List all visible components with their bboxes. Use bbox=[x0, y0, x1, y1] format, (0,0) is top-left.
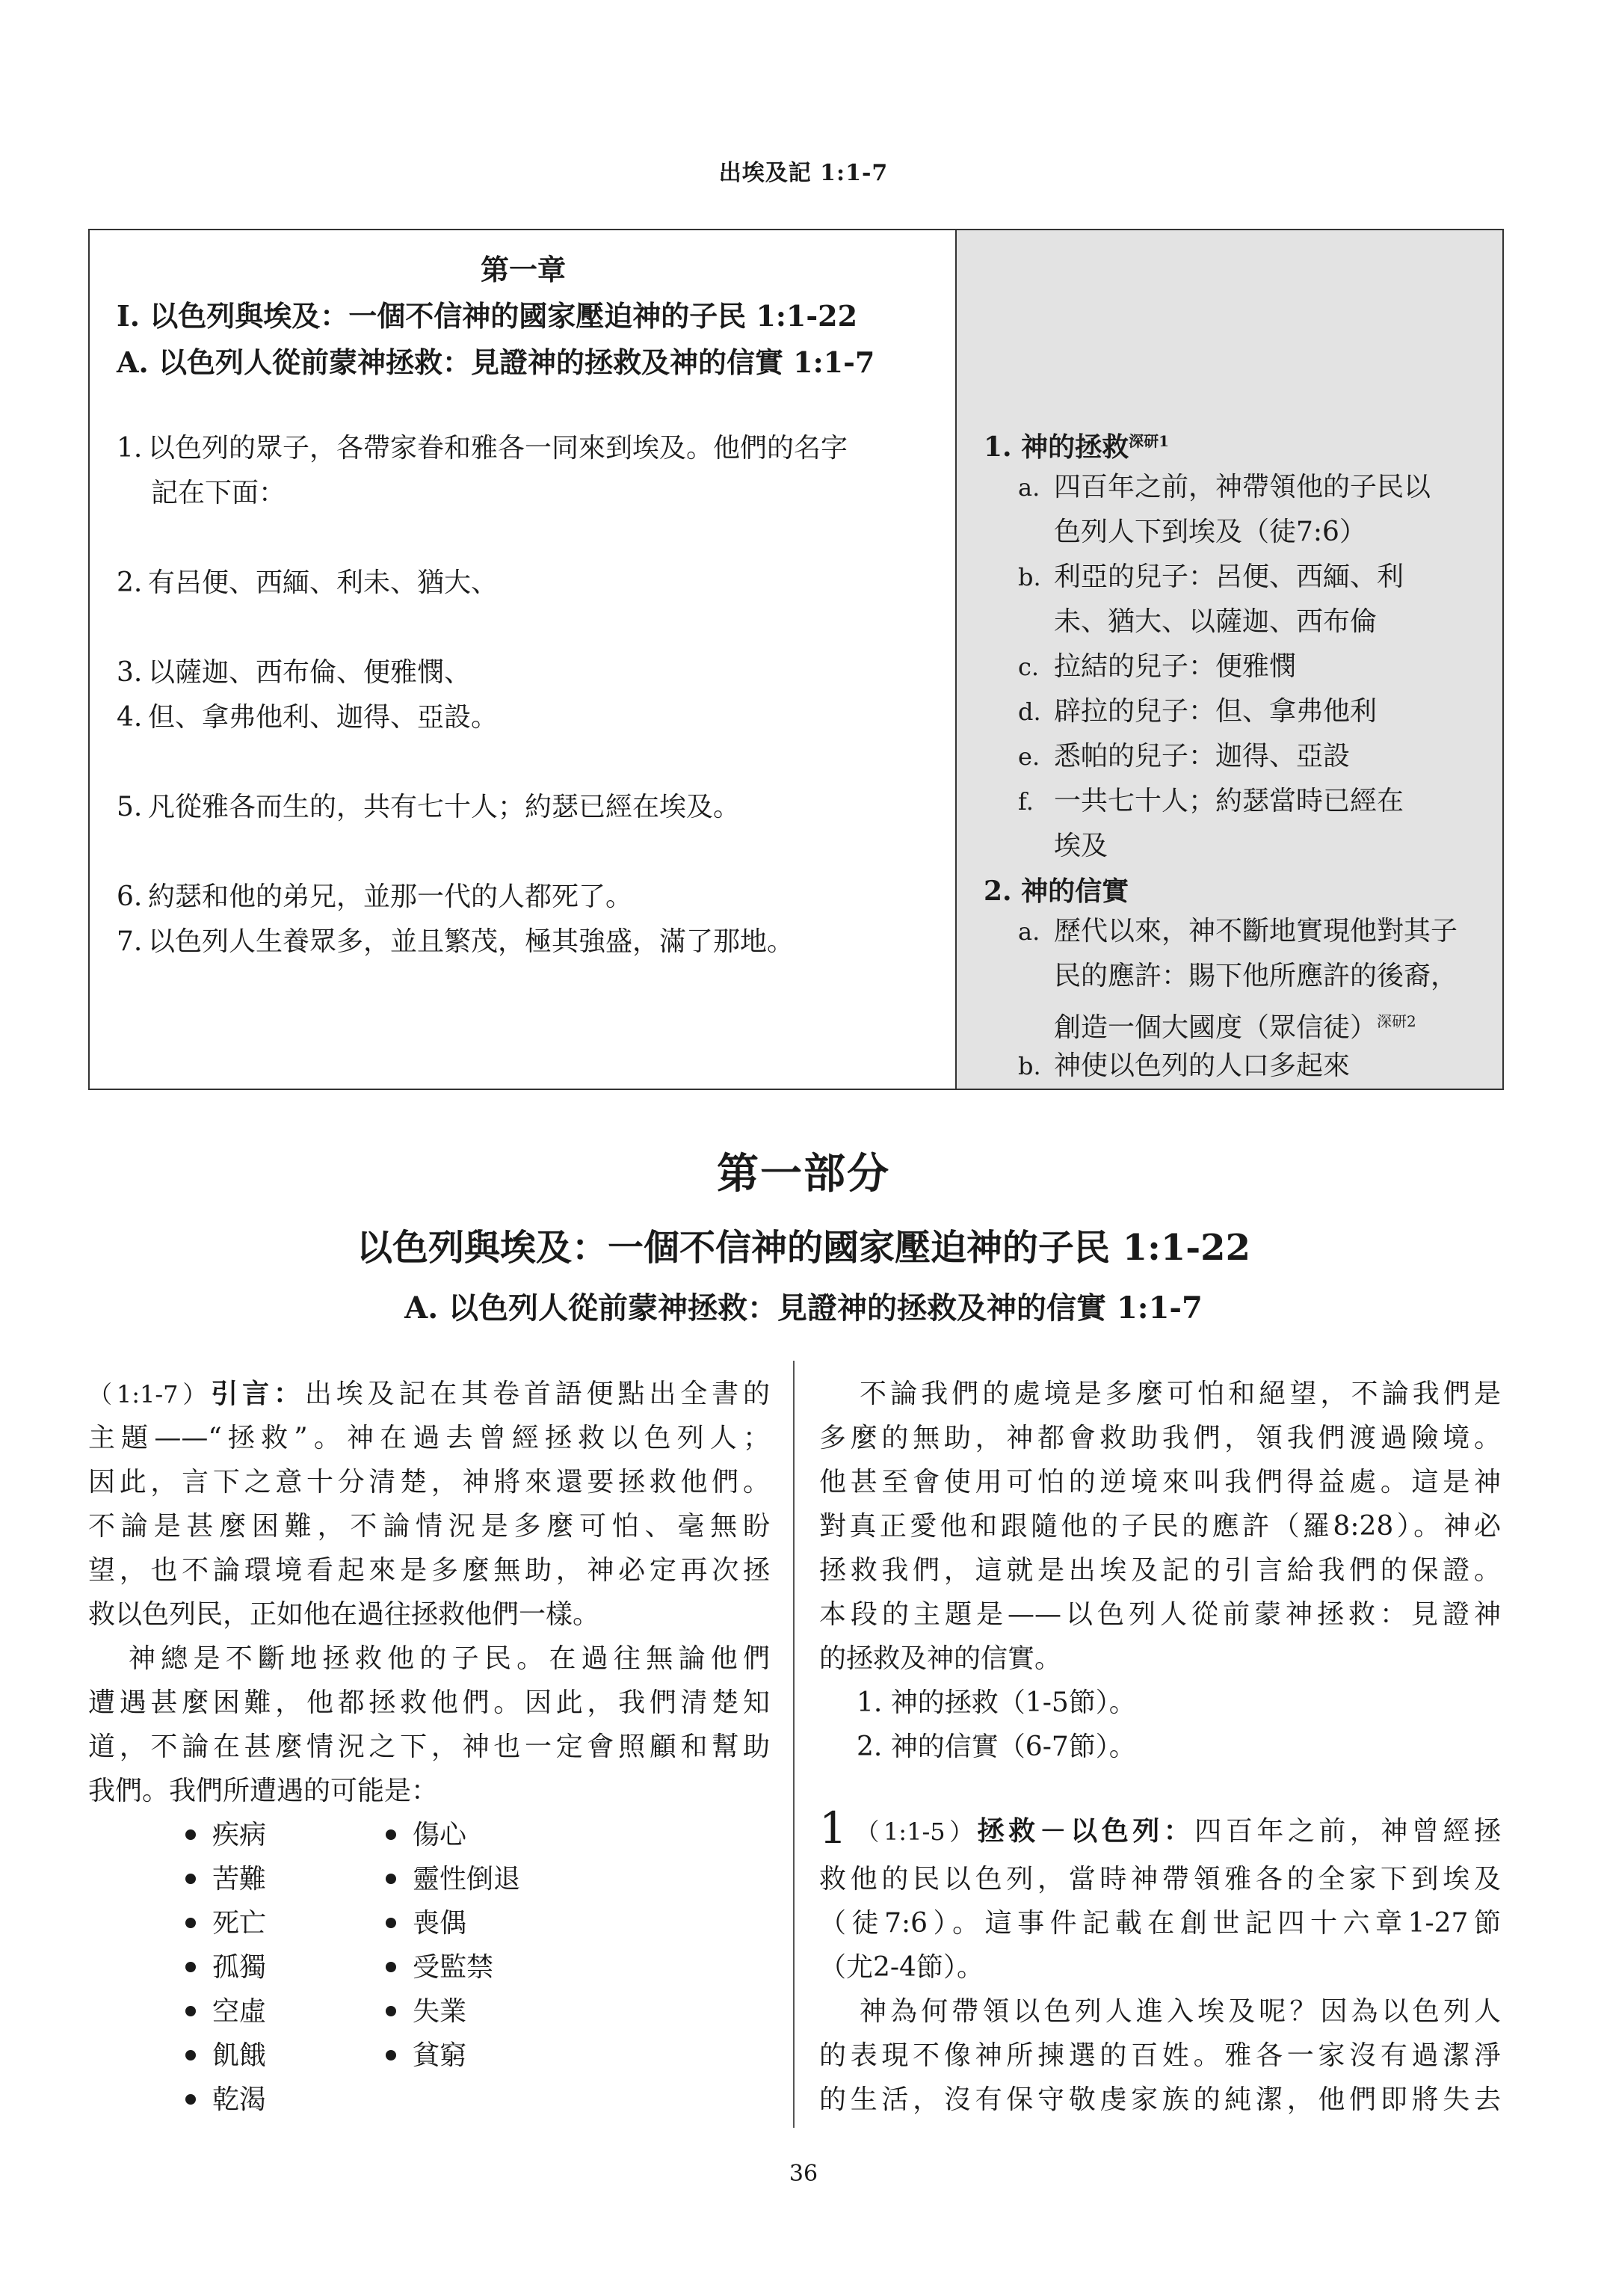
bullet-text: 靈性倒退 bbox=[413, 1864, 521, 1895]
verse-3 bbox=[117, 650, 939, 695]
bullet-item bbox=[386, 1814, 466, 1852]
bullet-text: 孤獨 bbox=[212, 1952, 267, 1983]
bullet-dot bbox=[185, 1962, 196, 1972]
verse-1 bbox=[117, 426, 939, 516]
verse-text: 以薩迦、西布倫、便雅憫、 bbox=[148, 657, 472, 688]
outline-heading-1: I. 以色列與埃及：一個不信神的國家壓迫神的子民 1:1-22 bbox=[117, 299, 858, 333]
chapter-title: 第一章 bbox=[480, 253, 566, 286]
outline-heading-2: A. 以色列人從前蒙神拯救：見證神的拯救及神的信實 1:1-7 bbox=[117, 345, 875, 379]
note-text: 悉帕的兒子：迦得、亞設 bbox=[1054, 741, 1351, 772]
commentary-line: 遭遇甚麼困難，他都拯救他們。因此，我們清楚知 bbox=[88, 1687, 770, 1718]
bullet-text: 乾渴 bbox=[212, 2084, 267, 2115]
note-text: 辟拉的兒子：但、拿弗他利 bbox=[1054, 696, 1378, 727]
commentary-line: 望，也不論環境看起來是多麼無助，神必定再次拯 bbox=[88, 1555, 770, 1586]
bullet-dot bbox=[185, 2050, 196, 2060]
commentary-line: 救以色列民，正如他在過往拯救他們一樣。 bbox=[88, 1599, 600, 1630]
note-text: 一共七十人；約瑟當時已經在 bbox=[1054, 786, 1404, 816]
note-heading-faithfulness: 2. 神的信實 bbox=[984, 875, 1129, 907]
note-item-2b bbox=[1018, 1044, 1607, 1089]
page-number: 36 bbox=[789, 2161, 818, 2187]
commentary-line: （尤2-4節）。 bbox=[819, 1952, 984, 1983]
note-item-1a bbox=[1018, 465, 1607, 555]
commentary-line bbox=[819, 1803, 1501, 1853]
note-text: 四百年之前，神帶領他的子民以 bbox=[1054, 472, 1431, 502]
bullet-item bbox=[386, 1902, 466, 1940]
note-text-cont: 未、猶大、以薩迦、西布倫 bbox=[1054, 606, 1378, 637]
commentary-line: 主題——“拯救”。神在過去曾經拯救以色列人； bbox=[88, 1423, 770, 1453]
bullet-text: 飢餓 bbox=[212, 2040, 267, 2071]
section-label: 拯救－以色列： bbox=[977, 1815, 1195, 1847]
verse-text: 以色列人生養眾多，並且繁茂，極其強盛，滿了那地。 bbox=[148, 926, 795, 957]
section-subtitle: A. 以色列人從前蒙神拯救：見證神的拯救及神的信實 1:1-7 bbox=[404, 1290, 1203, 1326]
running-head: 出埃及記 1:1-7 bbox=[718, 160, 889, 186]
verse-text: 有呂便、西緬、利未、猶大、 bbox=[148, 567, 499, 598]
commentary-line: 道，不論在甚麼情況之下，神也一定會照顧和幫助 bbox=[88, 1732, 770, 1762]
note-item-1d bbox=[1018, 689, 1607, 734]
note-letter: d. bbox=[1018, 698, 1041, 726]
note-letter: a. bbox=[1018, 917, 1040, 946]
bullet-item bbox=[185, 2034, 266, 2072]
section-number: 1 bbox=[819, 1803, 847, 1853]
bullet-dot bbox=[386, 1962, 396, 1972]
bullet-item bbox=[386, 1946, 493, 1984]
verse-number: 7. bbox=[117, 926, 143, 957]
bullet-dot bbox=[386, 1874, 396, 1884]
commentary-line: 救他的民以色列，當時神帶領雅各的全家下到埃及 bbox=[819, 1864, 1501, 1895]
outline-table bbox=[88, 229, 1504, 1090]
scripture-column bbox=[90, 230, 957, 1089]
verse-4 bbox=[117, 695, 939, 740]
commentary-line: 對真正愛他和跟隨他的子民的應許（羅8:28）。神必 bbox=[819, 1511, 1501, 1542]
note-text-cont: 埃及 bbox=[1054, 831, 1108, 861]
note-item-2a bbox=[1018, 909, 1607, 1050]
bullet-dot bbox=[386, 2050, 396, 2060]
bullet-text: 疾病 bbox=[212, 1820, 267, 1850]
verse-number: 4. bbox=[117, 702, 143, 733]
bullet-item bbox=[185, 1946, 266, 1984]
verse-number: 2. bbox=[117, 567, 143, 598]
note-item-1e bbox=[1018, 734, 1607, 779]
verse-text-cont: 記在下面： bbox=[151, 478, 286, 508]
outline-notes-column bbox=[957, 230, 1502, 1089]
verse-text: 凡從雅各而生的，共有七十人；約瑟已經在埃及。 bbox=[148, 792, 741, 822]
bullet-text: 喪偶 bbox=[413, 1908, 467, 1939]
note-text: 利亞的兒子：呂便、西緬、利 bbox=[1054, 561, 1404, 592]
commentary-line: 他甚至會使用可怕的逆境來叫我們得益處。這是神 bbox=[819, 1467, 1501, 1498]
verse-number: 1. bbox=[117, 433, 143, 464]
note-text-part: 創造一個大國度（眾信徒） bbox=[1054, 1012, 1378, 1043]
deep-study-ref: 深研1 bbox=[1129, 432, 1170, 450]
bullet-dot bbox=[185, 2094, 196, 2105]
bullet-item bbox=[386, 1990, 466, 2028]
outline-list-item: 1. 神的拯救（1-5節）。 bbox=[857, 1687, 1136, 1718]
commentary-line: 本段的主題是——以色列人從前蒙神拯救：見證神 bbox=[819, 1599, 1501, 1630]
bullet-item bbox=[386, 2034, 466, 2072]
commentary-line: 我們。我們所遭遇的可能是： bbox=[88, 1776, 439, 1806]
bullet-dot bbox=[185, 1829, 196, 1840]
note-letter: c. bbox=[1018, 653, 1040, 681]
bullet-text: 空虛 bbox=[212, 1996, 267, 2027]
commentary-line: 的生活，沒有保守敬虔家族的純潔，他們即將失去 bbox=[819, 2084, 1501, 2115]
bullet-item bbox=[185, 1814, 266, 1852]
note-letter: e. bbox=[1018, 742, 1040, 771]
verse-5 bbox=[117, 785, 939, 830]
column-divider bbox=[793, 1361, 795, 2128]
commentary-line: 神總是不斷地拯救他的子民。在過往無論他們 bbox=[129, 1643, 770, 1674]
commentary-line: 不論是甚麼困難，不論情況是多麼可怕、毫無盼 bbox=[88, 1511, 770, 1542]
note-text: 歷代以來，神不斷地實現他對其子 bbox=[1054, 916, 1458, 947]
verse-7 bbox=[117, 920, 939, 964]
note-text-cont: 色列人下到埃及（徒7:6） bbox=[1054, 517, 1366, 547]
note-item-1c bbox=[1018, 644, 1607, 689]
note-text-cont bbox=[1018, 999, 1607, 1050]
commentary-line: 因此，言下之意十分清楚，神將來還要拯救他們。 bbox=[88, 1467, 770, 1498]
commentary-line: 多麼的無助，神都會救助我們，領我們渡過險境。 bbox=[819, 1423, 1501, 1453]
verse-text: 以色列的眾子，各帶家眷和雅各一同來到埃及。他們的名字 bbox=[148, 433, 848, 464]
note-heading-salvation bbox=[984, 426, 1169, 464]
verse-reference: （1:1-7） bbox=[88, 1380, 212, 1409]
commentary-line: 的表現不像神所揀選的百姓。雅各一家沒有過潔淨 bbox=[819, 2040, 1501, 2071]
verse-reference: （1:1-5） bbox=[851, 1818, 978, 1846]
verse-number: 6. bbox=[117, 881, 143, 912]
verse-2 bbox=[117, 561, 939, 606]
intro-label: 引言： bbox=[211, 1378, 305, 1409]
outline-list-item: 2. 神的信實（6-7節）。 bbox=[857, 1732, 1136, 1762]
commentary-line: 神為何帶領以色列人進入埃及呢？因為以色列人 bbox=[860, 1996, 1501, 2027]
verse-number: 5. bbox=[117, 792, 143, 822]
commentary-line: 拯救我們，這就是出埃及記的引言給我們的保證。 bbox=[819, 1555, 1501, 1586]
bullet-dot bbox=[185, 1874, 196, 1884]
note-text: 拉結的兒子：便雅憫 bbox=[1054, 651, 1297, 682]
bullet-text: 死亡 bbox=[212, 1908, 267, 1939]
bullet-text: 貧窮 bbox=[413, 2040, 467, 2071]
note-letter: f. bbox=[1018, 787, 1034, 816]
commentary-text: 出埃及記在其卷首語便點出全書的 bbox=[304, 1379, 770, 1409]
verse-number: 3. bbox=[117, 657, 143, 688]
bullet-text: 失業 bbox=[413, 1996, 467, 2027]
bullet-dot bbox=[185, 2006, 196, 2016]
note-item-1f bbox=[1018, 779, 1607, 869]
bullet-text: 傷心 bbox=[413, 1820, 467, 1850]
note-letter: b. bbox=[1018, 563, 1041, 591]
note-heading-text: 1. 神的拯救 bbox=[984, 431, 1129, 463]
bullet-item bbox=[185, 1990, 266, 2028]
bullet-text: 苦難 bbox=[212, 1864, 267, 1895]
note-text: 神使以色列的人口多起來 bbox=[1054, 1050, 1351, 1081]
bullet-dot bbox=[386, 1829, 396, 1840]
commentary-line: 不論我們的處境是多麼可怕和絕望，不論我們是 bbox=[860, 1379, 1501, 1409]
bullet-item bbox=[185, 1858, 266, 1896]
verse-text: 約瑟和他的弟兄，並那一代的人都死了。 bbox=[148, 881, 633, 912]
note-letter: b. bbox=[1018, 1052, 1041, 1080]
commentary-line bbox=[88, 1373, 770, 1411]
bullet-item bbox=[386, 1858, 520, 1896]
bullet-text: 受監禁 bbox=[413, 1952, 494, 1983]
bullet-item bbox=[185, 1902, 266, 1940]
note-letter: a. bbox=[1018, 473, 1040, 502]
verse-text: 但、拿弗他利、迦得、亞設。 bbox=[148, 702, 499, 733]
commentary-text: 四百年之前，神曾經拯 bbox=[1194, 1816, 1501, 1847]
part-title: 第一部分 bbox=[717, 1149, 890, 1198]
deep-study-ref: 深研2 bbox=[1377, 1012, 1416, 1030]
note-text-cont: 民的應許：賜下他所應許的後裔， bbox=[1054, 961, 1458, 991]
bullet-dot bbox=[386, 1918, 396, 1928]
verse-6 bbox=[117, 875, 939, 920]
part-subtitle: 以色列與埃及：一個不信神的國家壓迫神的子民 1:1-22 bbox=[357, 1227, 1250, 1269]
commentary-line: 的拯救及神的信實。 bbox=[819, 1643, 1062, 1674]
bullet-dot bbox=[386, 2006, 396, 2016]
bullet-item bbox=[185, 2078, 266, 2117]
bullet-dot bbox=[185, 1918, 196, 1928]
note-item-1b bbox=[1018, 555, 1607, 644]
commentary-line: （徒7:6）。這事件記載在創世記四十六章1-27節 bbox=[819, 1908, 1501, 1939]
